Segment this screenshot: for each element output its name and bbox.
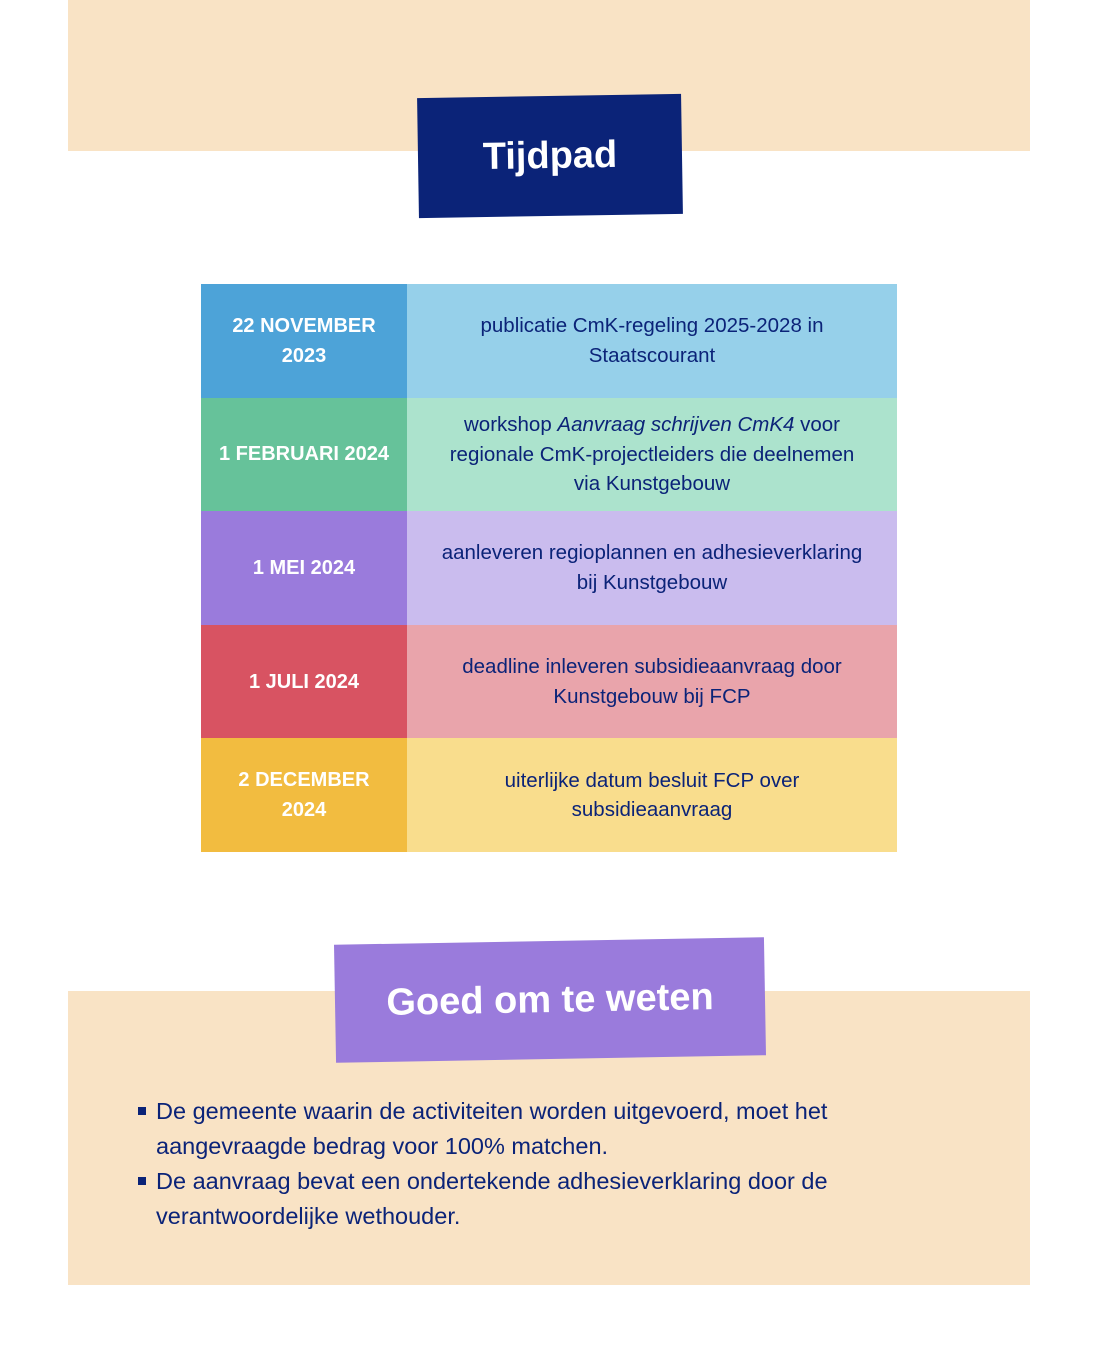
info-list (136, 1094, 976, 1234)
timeline-row (201, 511, 897, 625)
timeline-date: 1 FEBRUARI 2024 (201, 398, 407, 512)
timeline-description (407, 398, 897, 512)
tijdpad-title: Tijdpad (417, 94, 683, 218)
list-item (136, 1094, 976, 1164)
timeline-description-text: uiterlijke datum besluit FCP over subsidieaanvraag (504, 768, 800, 822)
timeline-date: 1 JULI 2024 (201, 625, 407, 739)
list-item-text: De aanvraag bevat een ondertekende adhesieverklaring door de verantwoordelijke wethouder. (156, 1168, 828, 1229)
timeline-description-text: aanleveren regioplannen en adhesieverklaring bij Kunstgebouw (441, 541, 863, 594)
square-bullet-icon (138, 1177, 146, 1185)
timeline-row (201, 738, 897, 852)
workshop-title: Aanvraag schrijven CmK4 (557, 413, 795, 437)
timeline-description (407, 738, 897, 852)
timeline-row (201, 625, 897, 739)
timeline-description (407, 625, 897, 739)
timeline-date: 1 MEI 2024 (201, 511, 407, 625)
timeline-row (201, 284, 897, 398)
timeline-table (201, 284, 897, 852)
timeline-date: 2 DECEMBER 2024 (201, 738, 407, 852)
timeline-description-text: deadline inleveren subsidieaanvraag door Kunstgebouw bij FCP (462, 655, 842, 708)
list-item (136, 1164, 976, 1234)
timeline-description-text: publicatie CmK-regeling 2025-2028 in Staatscourant (480, 314, 824, 367)
timeline-row (201, 398, 897, 512)
timeline-description (407, 511, 897, 625)
timeline-description (407, 284, 897, 398)
goed-om-te-weten-title: Goed om te weten (334, 937, 766, 1062)
timeline-description-text: workshop Aanvraag schrijven CmK4 voor regionale CmK-projectleiders die deelnemen via Kunstgebouw (449, 413, 855, 496)
timeline-date: 22 NOVEMBER 2023 (201, 284, 407, 398)
square-bullet-icon (138, 1107, 146, 1115)
list-item-text: De gemeente waarin de activiteiten worden uitgevoerd, moet het aangevraagde bedrag voor 100% matchen. (156, 1098, 828, 1159)
